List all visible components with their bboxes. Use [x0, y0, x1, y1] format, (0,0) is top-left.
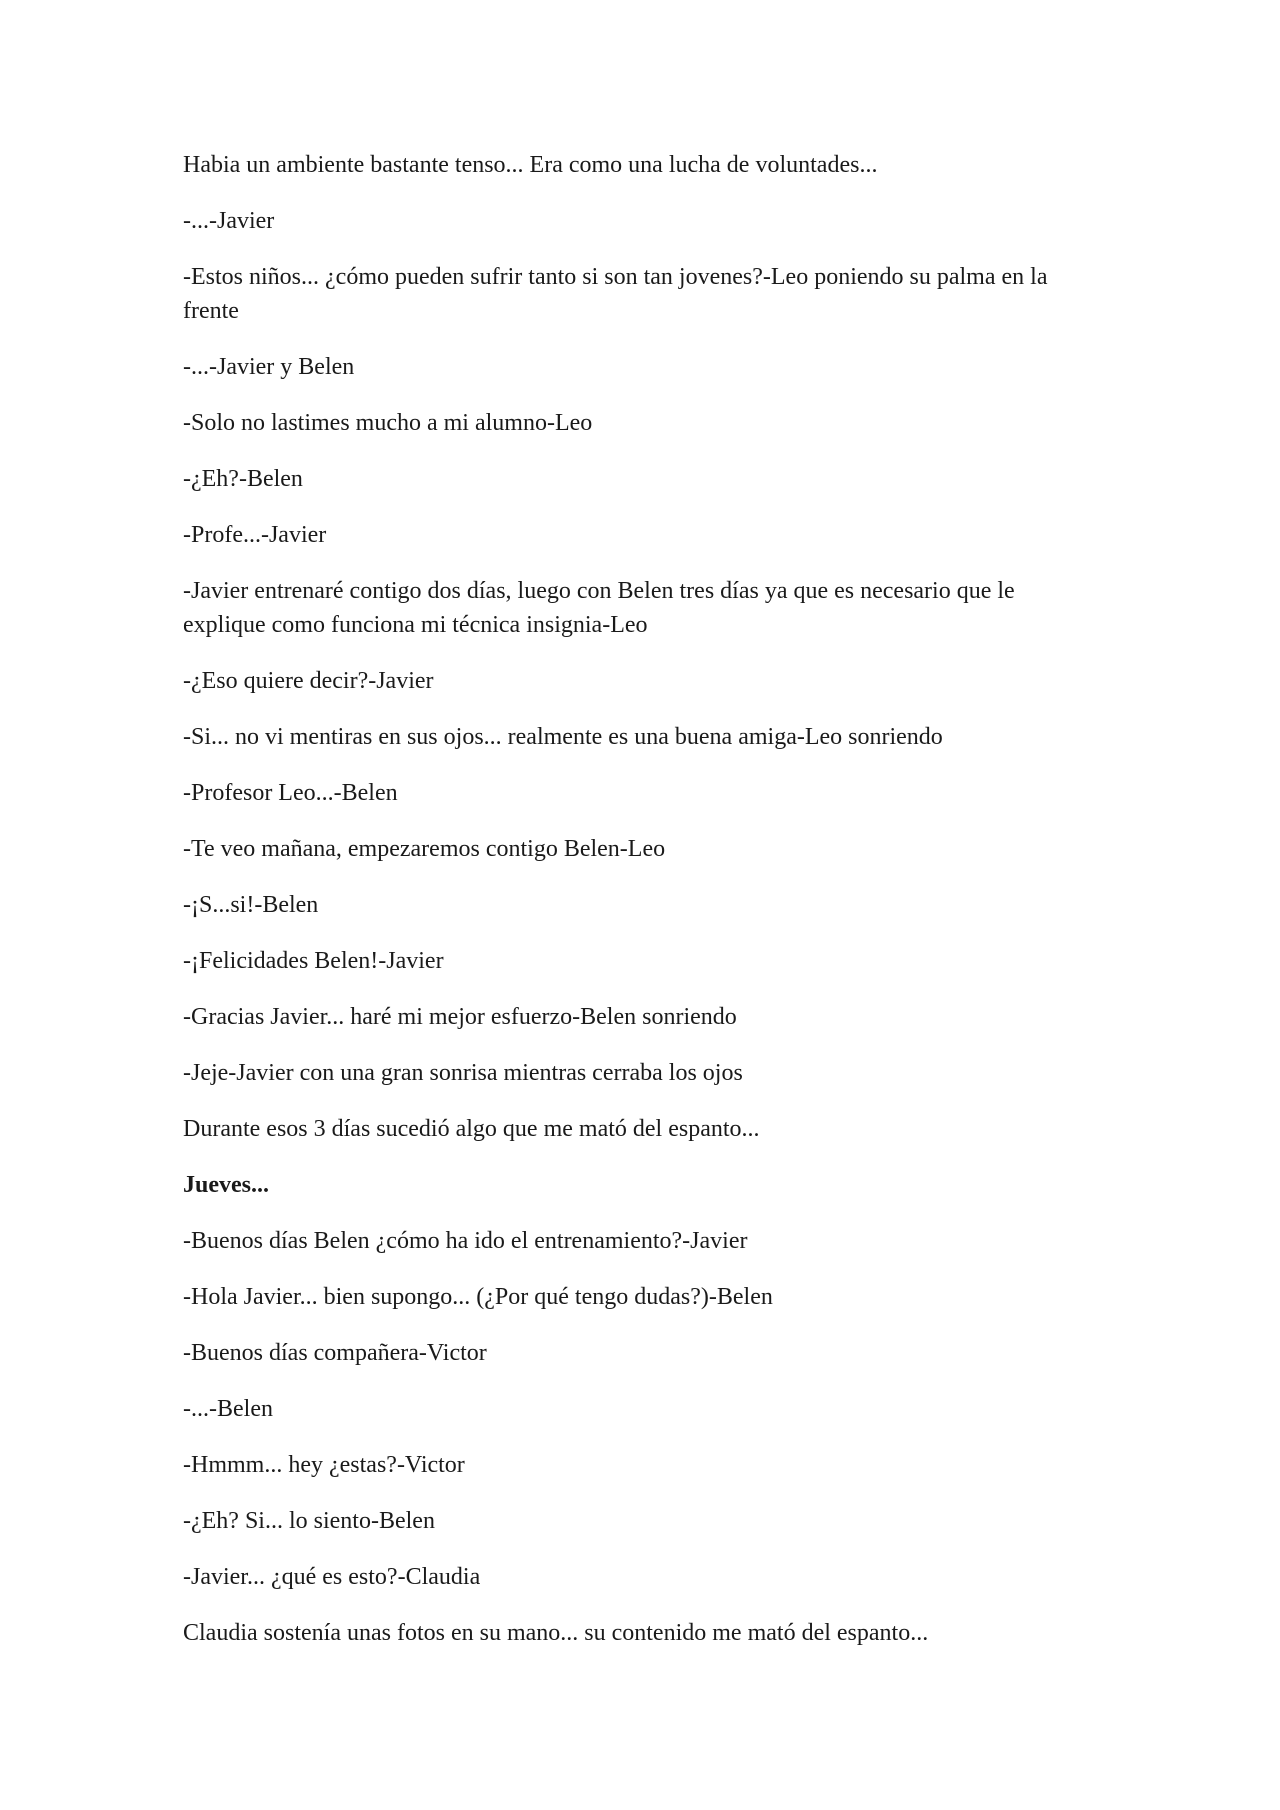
paragraph: -Hola Javier... bien supongo... (¿Por qué tengo dudas?)-Belen	[183, 1284, 773, 1310]
paragraph: -Javier... ¿qué es esto?-Claudia	[183, 1564, 481, 1590]
paragraph: -Solo no lastimes mucho a mi alumno-Leo	[183, 410, 593, 436]
paragraph: Habia un ambiente bastante tenso... Era como una lucha de voluntades...	[183, 152, 878, 178]
paragraph: -¡Felicidades Belen!-Javier	[183, 948, 444, 974]
document-body	[183, 148, 1095, 1672]
paragraph: -...-Belen	[183, 1396, 273, 1422]
paragraph: Durante esos 3 días sucedió algo que me mató del espanto...	[183, 1116, 760, 1142]
paragraph: -¿Eh?-Belen	[183, 466, 303, 492]
paragraph: -Gracias Javier... haré mi mejor esfuerzo-Belen sonriendo	[183, 1004, 737, 1030]
paragraph: -Jeje-Javier con una gran sonrisa mientras cerraba los ojos	[183, 1060, 743, 1086]
paragraph: -¿Eh? Si... lo siento-Belen	[183, 1508, 435, 1534]
paragraph: -Estos niños... ¿cómo pueden sufrir tanto si son tan jovenes?-Leo poniendo su palma en la frente	[183, 264, 1048, 324]
paragraph: -Buenos días Belen ¿cómo ha ido el entrenamiento?-Javier	[183, 1228, 748, 1254]
paragraph: -Si... no vi mentiras en sus ojos... realmente es una buena amiga-Leo sonriendo	[183, 724, 943, 750]
paragraph: -...-Javier y Belen	[183, 354, 355, 380]
paragraph: -Hmmm... hey ¿estas?-Victor	[183, 1452, 465, 1478]
paragraph: -Buenos días compañera-Victor	[183, 1340, 487, 1366]
paragraph: Claudia sostenía unas fotos en su mano... su contenido me mató del espanto...	[183, 1620, 929, 1646]
paragraph: -...-Javier	[183, 208, 275, 234]
paragraph: -Profesor Leo...-Belen	[183, 780, 398, 806]
paragraph: -Te veo mañana, empezaremos contigo Belen-Leo	[183, 836, 666, 862]
section-heading: Jueves...	[183, 1172, 269, 1198]
paragraph: -¡S...si!-Belen	[183, 892, 319, 918]
paragraph: -Profe...-Javier	[183, 522, 327, 548]
paragraph: -¿Eso quiere decir?-Javier	[183, 668, 434, 694]
paragraph: -Javier entrenaré contigo dos días, luego con Belen tres días ya que es necesario que le explique como funciona mi técnica insignia-Leo	[183, 578, 1015, 638]
